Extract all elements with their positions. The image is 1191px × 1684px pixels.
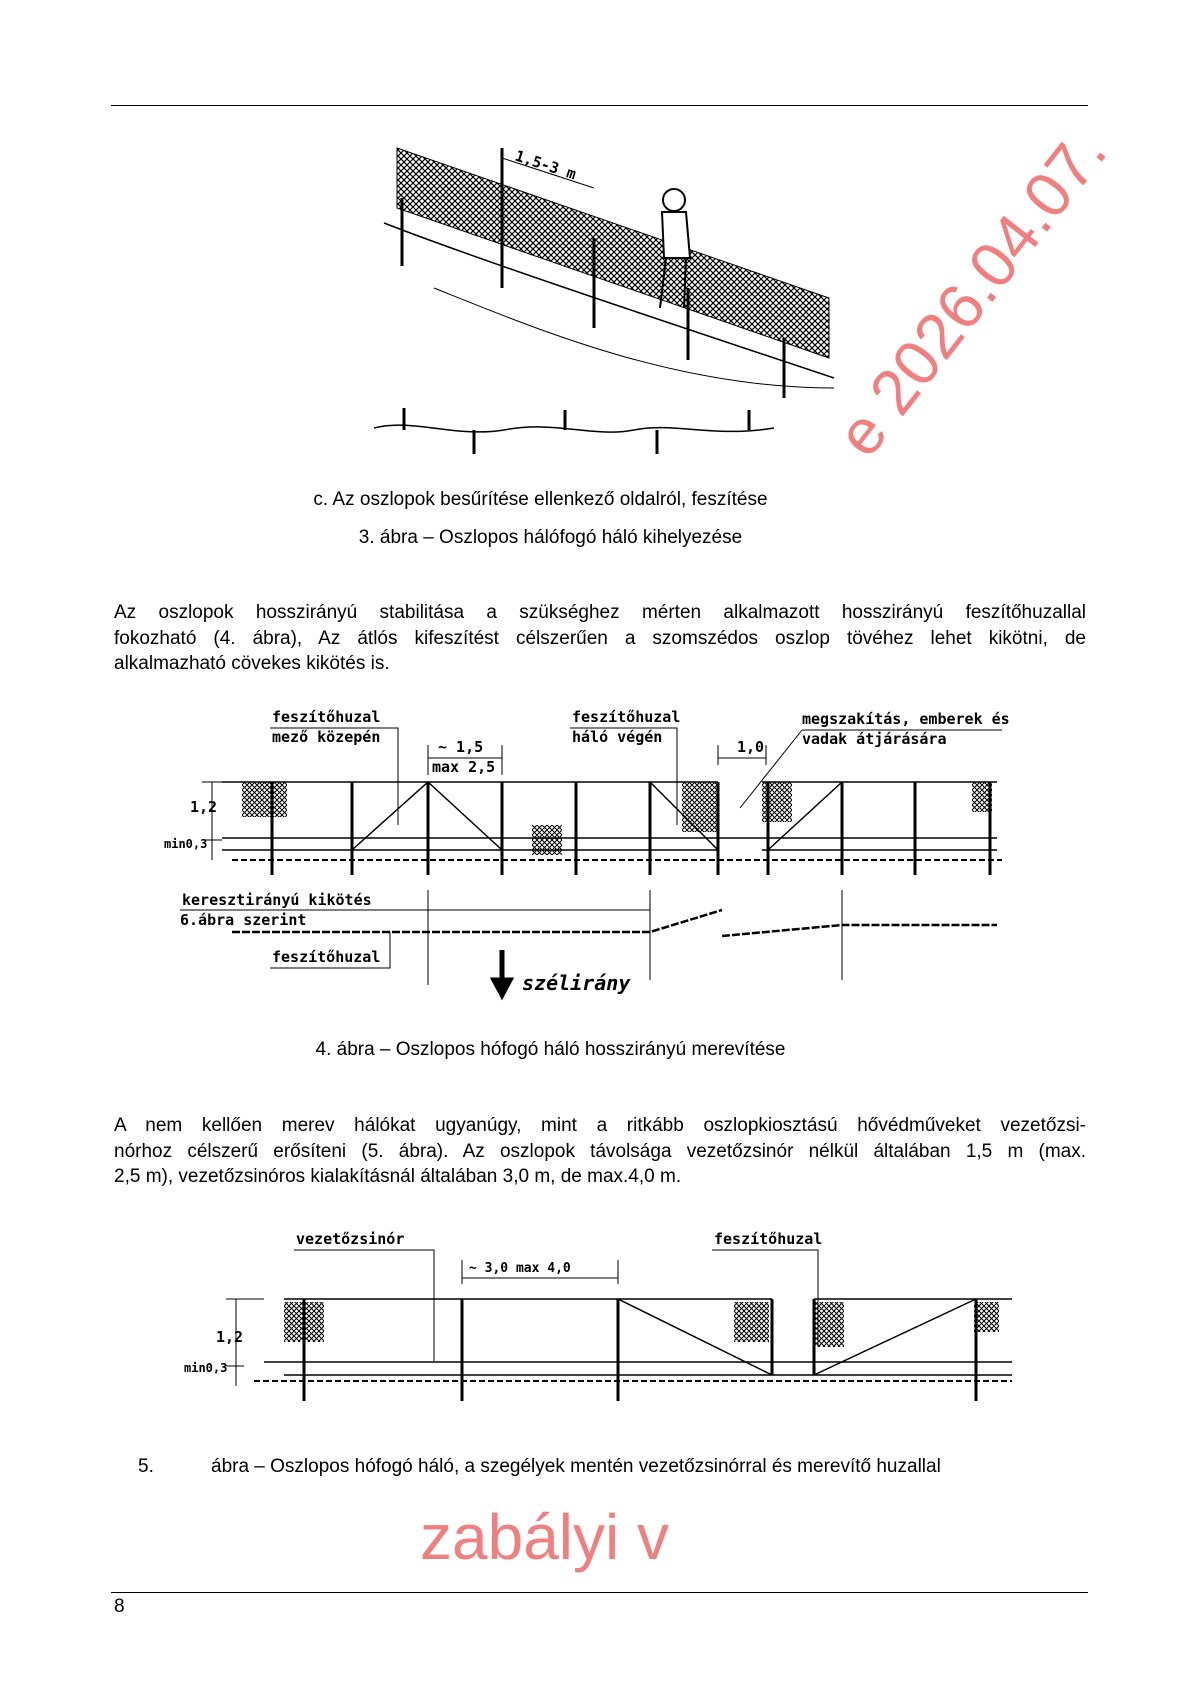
figure-5-caption: ábra – Oszlopos hófogó háló, a szegélyek mentén vezetőzsinórral és merevítő huzallal: [211, 1456, 941, 1477]
label-height: 1,2: [216, 1328, 244, 1346]
figure-5-drawing: [184, 1226, 1014, 1411]
net-mesh: [397, 148, 829, 358]
watermark-upper: e 2026.04.07.: [822, 116, 1121, 470]
paragraph-line: fokozható (4. ábra), Az átlós kifeszítést célszerűen a szomszédos oszlop tövéhez lehet kikötni, de: [114, 627, 1086, 649]
figure-5-caption-number: 5.: [138, 1456, 154, 1477]
figure-3-subcaption: c. Az oszlopok besűrítése ellenkező oldalról, feszítése: [313, 489, 768, 510]
label-tension-mid-2: mező közepén: [272, 728, 381, 746]
paragraph-2: [114, 1113, 1086, 1190]
label-tension-end: feszítőhuzal: [572, 708, 681, 726]
label-break-2: vadak átjárására: [802, 730, 947, 748]
paragraph-line: alkalmazható cövekes kikötés is.: [114, 653, 390, 674]
figure-4-drawing: [162, 700, 1012, 1010]
label-spacing: ~ 3,0 max 4,0: [469, 1261, 571, 1276]
label-wind: szélirány: [522, 971, 631, 995]
label-cross: keresztirányú kikötés: [182, 891, 372, 909]
label-guide: vezetőzsinór: [296, 1230, 405, 1248]
figure-3-drawing: [374, 138, 844, 458]
page-number: 8: [114, 1596, 125, 1617]
watermark-lower: zabályi v: [420, 1501, 669, 1573]
figure-4-caption: 4. ábra – Oszlopos hófogó háló hosszirányú merevítése: [315, 1039, 786, 1060]
label-break: megszakítás, emberek és: [802, 710, 1010, 728]
label-cross-2: 6.ábra szerint: [180, 911, 307, 929]
label-tension-mid: feszítőhuzal: [272, 708, 381, 726]
paragraph-line: nórhoz célszerű erősíteni (5. ábra). Az oszlopok távolsága vezetőzsinór nélkül általában 1,5 m (max.: [114, 1140, 1086, 1162]
label-tension-end-2: háló végén: [572, 728, 663, 746]
header-rule: [111, 105, 1088, 106]
figure-3-caption: 3. ábra – Oszlopos hálófogó háló kihelyezése: [358, 527, 743, 548]
paragraph-1: [114, 600, 1086, 677]
label-min: min0,3: [164, 837, 208, 851]
label-tension-wire: feszítőhuzal: [272, 948, 381, 966]
label-height: 1,2: [190, 798, 218, 816]
label-gap: 1,0: [737, 738, 765, 756]
label-spacing-max: max 2,5: [432, 758, 496, 776]
paragraph-line: 2,5 m), vezetőzsinóros kialakításnál általában 3,0 m, de max.4,0 m.: [114, 1166, 682, 1187]
label-tension: feszítőhuzal: [714, 1230, 823, 1248]
paragraph-line: Az oszlopok hosszirányú stabilitása a szükséghez mérten alkalmazott hosszirányú feszítőhuzallal: [114, 602, 1086, 623]
dimension-label: 1,5-3 m: [512, 146, 579, 184]
paragraph-line: A nem kellően merev hálókat ugyanúgy, mint a ritkább oszlopkiosztású hővédműveket vezetőzsi-: [114, 1115, 1086, 1136]
label-min: min0,3: [184, 1361, 228, 1375]
label-spacing: ~ 1,5: [438, 738, 484, 756]
footer-rule: [111, 1592, 1088, 1593]
